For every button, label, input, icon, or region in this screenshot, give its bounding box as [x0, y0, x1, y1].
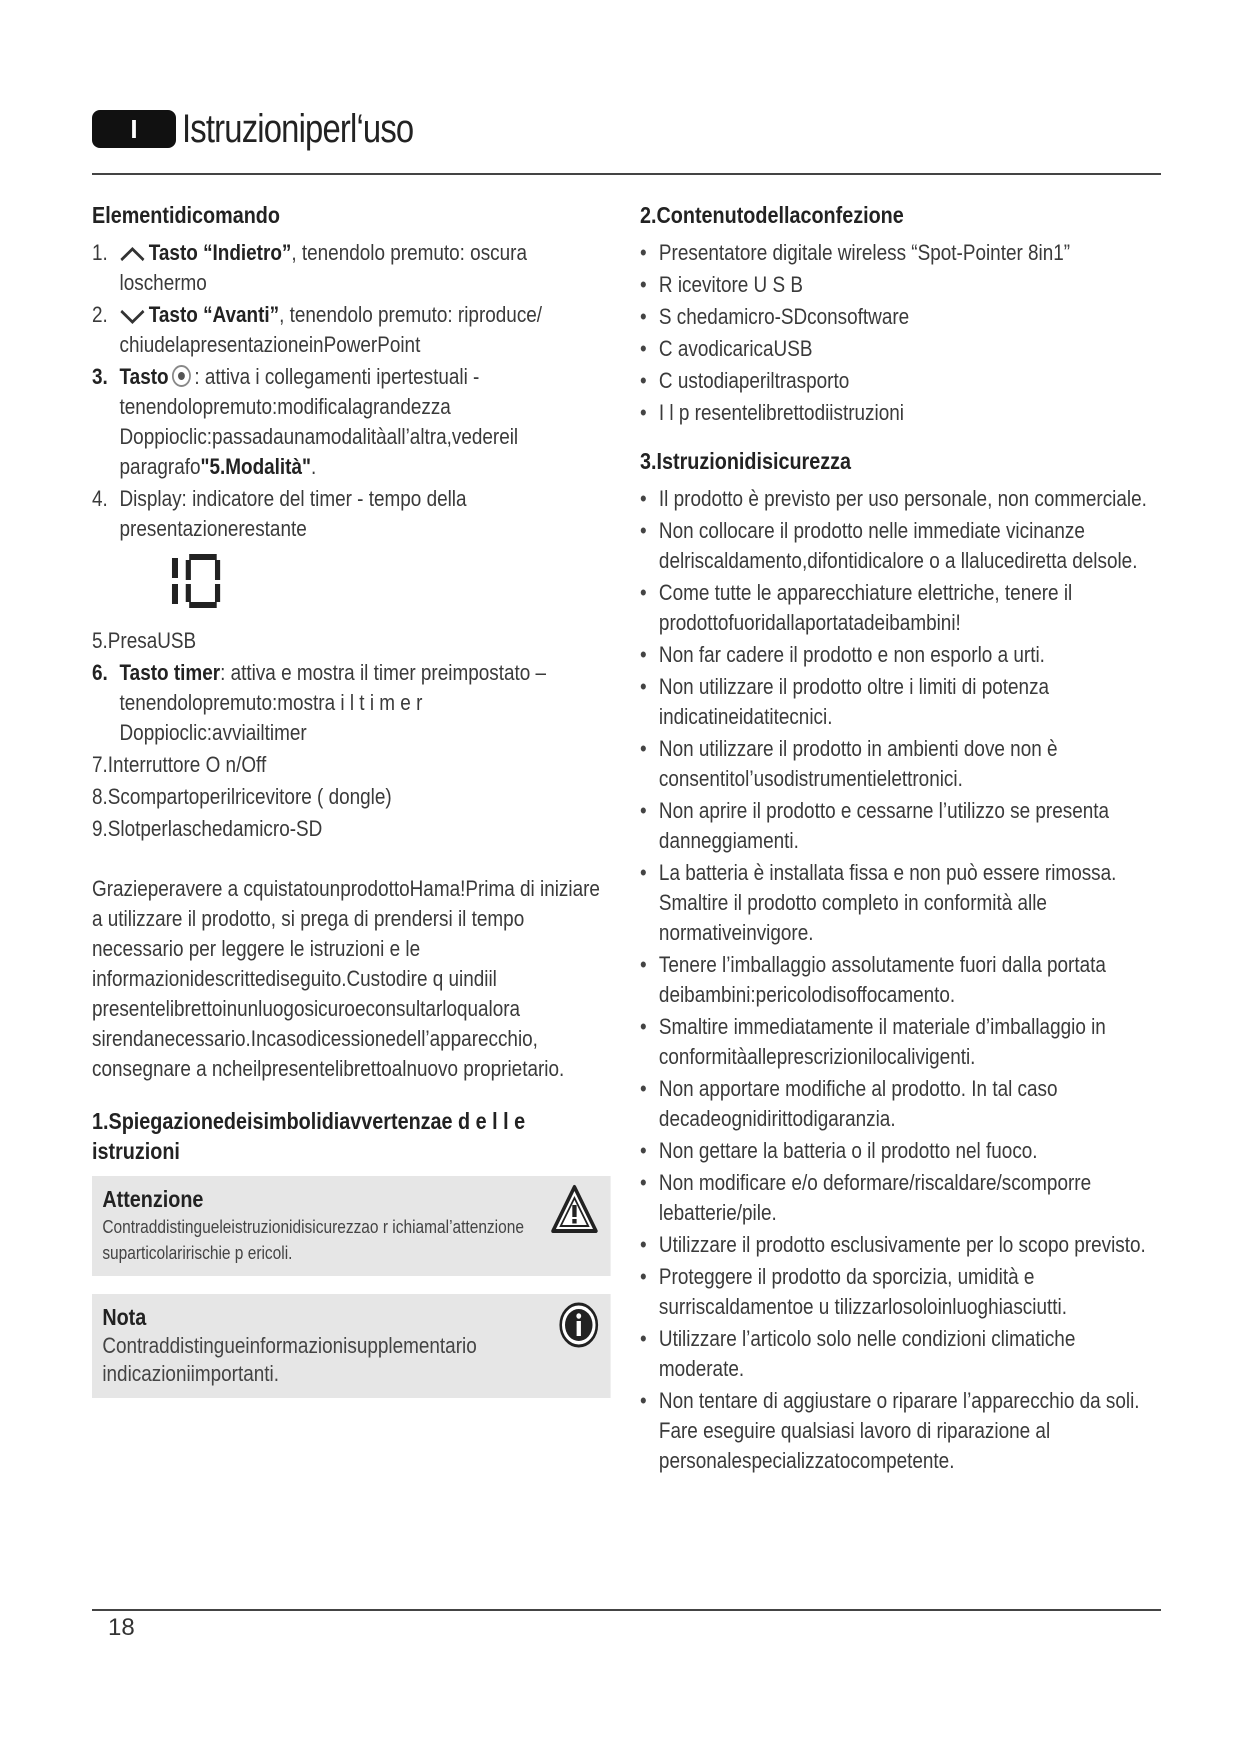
- list-item: • Il prodotto è previsto per uso personale, non commerciale.: [640, 484, 1159, 514]
- list-item: • Non gettare la batteria o il prodotto nel fuoco.: [640, 1136, 1159, 1166]
- list-item: • Tenere l’imballaggio assolutamente fuori dalla portata deibambini:pericolodisoffocamento.: [640, 950, 1159, 1010]
- list-item: • La batteria è installata fissa e non può essere rimossa. Smaltire il prodotto completo in conformità alle normativeinvigore.: [640, 858, 1159, 948]
- list-item: 9.Slotperlaschedamicro-SD: [92, 816, 323, 841]
- note-text: Contraddistingueinformazionisupplementario indicazioniimportanti.: [102, 1333, 477, 1386]
- list-item: • Non utilizzare il prodotto oltre i limiti di potenza indicatineidatitecnici.: [640, 672, 1159, 732]
- list-item: • Utilizzare l’articolo solo nelle condizioni climatiche moderate.: [640, 1324, 1159, 1384]
- list-item: • Proteggere il prodotto da sporcizia, umidità e surriscaldamentoe u tilizzarlosoloinluoghiasciutti.: [640, 1262, 1159, 1322]
- list-item: • C avodicaricaUSB: [640, 334, 1159, 364]
- list-item: • Non apportare modifiche al prodotto. In tal caso decadeognidirittodigaranzia.: [640, 1074, 1159, 1134]
- list-item: 6. Tasto timer: attiva e mostra il timer preimpostato – tenendolopremuto:mostra i l t i m e r Doppioclic:avviailtimer: [92, 660, 547, 745]
- timer-display-graphic: [167, 552, 611, 618]
- controls-list-continued: [92, 626, 611, 656]
- controls-heading: Elementidicomando: [92, 202, 280, 228]
- footer-divider: [92, 1609, 1161, 1611]
- symbols-heading: 1.Spiegazionedeisimbolidiavvertenzae d e l l e istruzioni: [92, 1108, 526, 1164]
- attention-box: [92, 1176, 611, 1276]
- list-item: • I l p resentelibrettodiistruzioni: [640, 398, 1159, 428]
- list-item: • C ustodiaperiltrasporto: [640, 366, 1159, 396]
- list-item: • R icevitore U S B: [640, 270, 1159, 300]
- attention-text: Contraddistingueleistruzionidisicurezzao r ichiamal’attenzione suparticolaririschie p ericoli.: [102, 1217, 524, 1263]
- list-item: • Non modificare e/o deformare/riscaldare/scomporre lebatterie/pile.: [640, 1168, 1159, 1228]
- page-header: [92, 104, 464, 154]
- attention-title: Attenzione: [102, 1186, 204, 1212]
- controls-list-timer: [92, 658, 611, 748]
- contents-heading: 2.Contenutodellaconfezione: [640, 202, 904, 228]
- list-item: • Utilizzare il prodotto esclusivamente per lo scopo previsto.: [640, 1230, 1159, 1260]
- controls-list: [92, 238, 611, 618]
- page-title: Istruzioniperl‘uso: [182, 106, 414, 151]
- list-item: 7.Interruttore O n/Off: [92, 752, 267, 777]
- list-item: • Non collocare il prodotto nelle immediate vicinanze delriscaldamento,difontidicalore o a llalucediretta delsole.: [640, 516, 1159, 576]
- note-box: [92, 1294, 611, 1398]
- list-item: 2. Tasto “Avanti”, tenendolo premuto: riproduce/ chiudelapresentazioneinPowerPoint: [92, 302, 543, 357]
- list-item: • Non far cadere il prodotto e non esporlo a urti.: [640, 640, 1159, 670]
- controls-list-end: [92, 750, 611, 844]
- list-item: • Smaltire immediatamente il materiale d’imballaggio in conformitàalleprescrizionilocalivigenti.: [640, 1012, 1159, 1072]
- list-item: • Presentatore digitale wireless “Spot-Pointer 8in1”: [640, 238, 1159, 268]
- laser-button-icon: [172, 365, 191, 387]
- list-item: 8.Scompartoperilricevitore ( dongle): [92, 784, 392, 809]
- chevron-down-icon: [120, 308, 146, 324]
- safety-list: [640, 484, 1159, 1476]
- language-badge: I: [92, 110, 176, 148]
- list-item: • Non tentare di aggiustare o riparare l’apparecchio da soli. Fare eseguire qualsiasi lavoro di riparazione al personalespecializzatocompetente.: [640, 1386, 1159, 1476]
- page-number: 18: [108, 1614, 135, 1641]
- list-item: 4. Display: indicatore del timer - tempo della presentazionerestante: [92, 484, 611, 618]
- safety-heading: 3.Istruzionidisicurezza: [640, 448, 852, 474]
- header-divider: [92, 173, 1161, 175]
- intro-paragraph: Grazieperavere a cquistatounprodottoHama!Prima di iniziare a utilizzare il prodotto, si prega di prendersi il tempo necessario per leggere le istruzioni e le informazionidescrittediseguito.Custodire q uindiil presentelibrettoinunluogosicuroeconsultarloqualora sirendanecessario.Incasodicessionedell’apparecchio, consegnare a ncheilpresentelibrettoalnuovo proprietario.: [92, 876, 600, 1081]
- list-item: • Come tutte le apparecchiature elettriche, tenere il prodottofuoridallaportatadeibambini!: [640, 578, 1159, 638]
- right-column: [640, 200, 1160, 1478]
- contents-list: [640, 238, 1159, 428]
- warning-triangle-icon: [551, 1184, 599, 1234]
- list-item: 5.PresaUSB: [92, 628, 197, 653]
- list-item: • Non utilizzare il prodotto in ambienti dove non è consentitol’usodistrumentielettronici.: [640, 734, 1159, 794]
- list-item: 1. Tasto “Indietro”, tenendolo premuto: oscura loschermo: [92, 240, 527, 295]
- seven-segment-display-icon: [167, 552, 227, 610]
- chevron-up-icon: [120, 246, 146, 262]
- list-item: 3. Tasto : attiva i collegamenti ipertestuali - tenendolopremuto:modificalagrandezza Doppioclic:passadaunamodalitàall’altra,vedereil paragrafo"5.Modalità".: [92, 364, 519, 479]
- info-icon: [559, 1302, 599, 1348]
- list-item: • Non aprire il prodotto e cessarne l’utilizzo se presenta danneggiamenti.: [640, 796, 1159, 856]
- left-column: [92, 200, 612, 1398]
- note-title: Nota: [102, 1304, 147, 1330]
- list-item: • S chedamicro-SDconsoftware: [640, 302, 1159, 332]
